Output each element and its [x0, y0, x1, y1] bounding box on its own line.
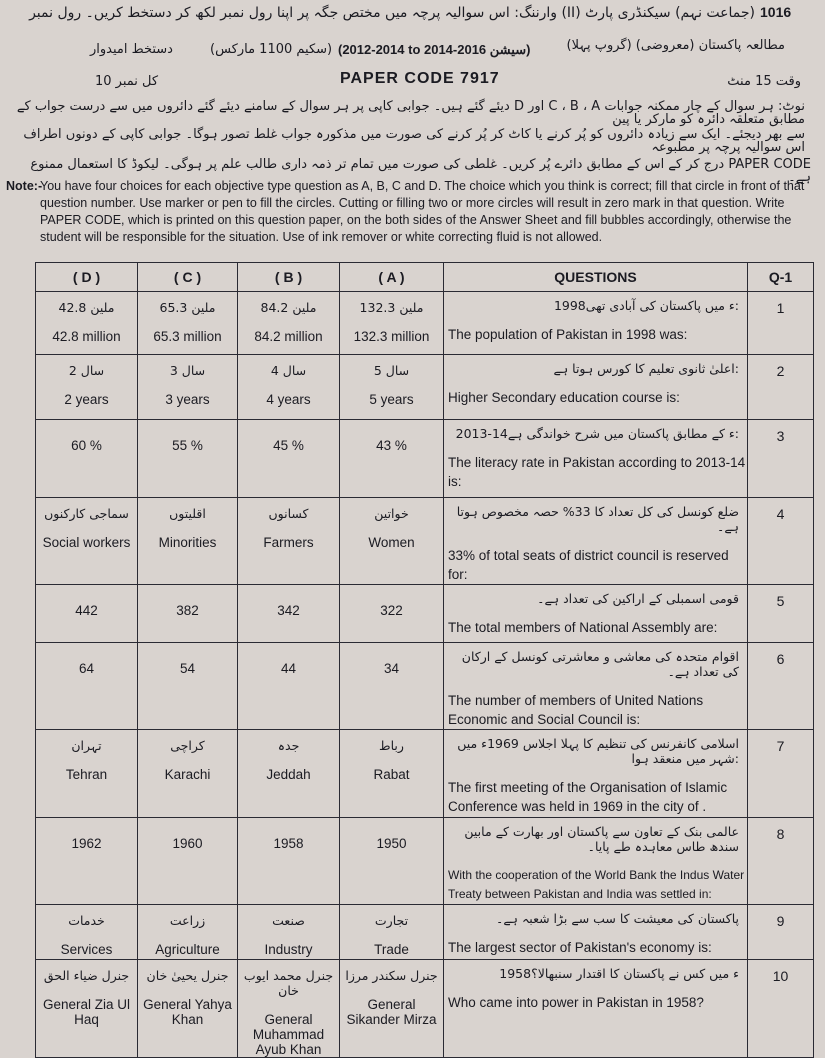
- option-b-english: General Muhammad Ayub Khan: [252, 1012, 325, 1057]
- option-d-english: 64: [78, 661, 95, 676]
- option-b-urdu: 84.2 ملین: [260, 300, 317, 315]
- option-a-cell: [340, 643, 444, 730]
- header-option-b: ( B ): [238, 263, 340, 292]
- english-note: [6, 178, 810, 246]
- option-d-english: 2 years: [64, 392, 109, 407]
- option-a-english: Rabat: [373, 767, 410, 782]
- table-header-row: [36, 263, 814, 292]
- option-a-english: Women: [368, 535, 415, 550]
- question-english: The population of Pakistan in 1998 was:: [448, 327, 688, 342]
- urdu-note-line-2: سے بھر دیجئے۔ ایک سے زیادہ دائروں کو پُر کرنے یا کاٹ کر پُر کرنے کی صورت میں مذکورہ جواب غلط تصور ہوگا۔ جوابی کاپی کے دونوں اطراف اس سوالیہ پرچہ پر مطبوعہ: [23, 127, 805, 155]
- option-d-urdu: سماجی کارکنوں: [44, 506, 129, 521]
- option-b-cell: [238, 292, 340, 355]
- option-c-urdu: کراچی: [170, 738, 205, 753]
- option-c-english: General Yahya Khan: [143, 997, 232, 1027]
- option-c-cell: [138, 420, 238, 498]
- question-text-cell: [444, 818, 748, 905]
- question-english: Higher Secondary education course is:: [448, 390, 680, 405]
- option-b-cell: [238, 818, 340, 905]
- option-a-urdu: خواتین: [374, 506, 409, 521]
- question-text-cell: [444, 643, 748, 730]
- option-a-english: 34: [383, 661, 400, 676]
- option-d-cell: [36, 292, 138, 355]
- warning-line: (جماعت نہم) سیکنڈری پارٹ (II) وارننگ: اس سوالیہ پرچہ میں مختص جگہ پر اپنا رول نمبر لکھ کر دستخط کریں۔ رول نمبر: [29, 5, 755, 21]
- note-text: You have four choices for each objective type question as A, B, C and D. The choice which you think is correct; fill that circle in front of that question number. Use marker or pen to fill the circles. Cutting or filling two or more circles will result in zero mark in that question. Write PAPER CODE, which is printed on this question paper, on the both sides of the Answer Sheet and fill bubbles accordingly, otherwise the student will be responsible for the situation. Use of ink remover or white correcting fluid is not allowed.: [40, 179, 805, 244]
- option-b-cell: [238, 730, 340, 818]
- option-c-english: 1960: [172, 836, 203, 851]
- option-a-cell: [340, 355, 444, 420]
- question-number: 5: [748, 585, 814, 643]
- question-english: The largest sector of Pakistan's economy is:: [448, 940, 712, 955]
- question-urdu: اعلیٰ ثانوی تعلیم کا کورس ہوتا ہے:: [553, 361, 739, 376]
- option-d-cell: [36, 960, 138, 1058]
- option-c-cell: [138, 498, 238, 585]
- question-text-cell: [444, 292, 748, 355]
- question-number: 2: [748, 355, 814, 420]
- option-a-cell: [340, 498, 444, 585]
- option-a-cell: [340, 960, 444, 1058]
- option-d-urdu: 2 سال: [68, 363, 105, 378]
- option-d-cell: [36, 585, 138, 643]
- option-a-urdu: 5 سال: [373, 363, 410, 378]
- question-english: The literacy rate in Pakistan according to 2013-14 is:: [448, 455, 746, 489]
- option-a-cell: [340, 905, 444, 960]
- option-c-urdu: 65.3 ملین: [159, 300, 216, 315]
- session-info: (2012-2014 to 2014-2016 سیشن): [338, 42, 531, 57]
- option-c-cell: [138, 818, 238, 905]
- option-c-english: 55 %: [172, 438, 203, 453]
- option-b-english: 45 %: [273, 438, 304, 453]
- question-english: With the cooperation of the World Bank the Indus Water Treaty between Pakistan and India was settled in:: [448, 868, 745, 901]
- total-marks: کل نمبر 10: [95, 74, 159, 89]
- option-b-english: 84.2 million: [254, 329, 323, 344]
- option-b-english: Farmers: [263, 535, 314, 550]
- option-d-english: Services: [60, 942, 113, 957]
- option-b-english: 342: [277, 603, 300, 618]
- option-b-urdu: صنعت: [272, 913, 305, 928]
- option-a-urdu: جنرل سکندر مرزا: [345, 968, 438, 983]
- table-row: [36, 960, 814, 1058]
- option-d-cell: [36, 355, 138, 420]
- option-d-english: 60 %: [71, 438, 102, 453]
- header-q1: Q-1: [748, 263, 814, 292]
- paper-code: PAPER CODE 7917: [340, 70, 500, 87]
- question-urdu: عالمی بنک کے تعاون سے پاکستان اور بھارت کے مابین سندھ طاس معاہدہ طے پایا۔: [464, 824, 739, 854]
- question-number: 1: [748, 292, 814, 355]
- question-urdu: 2013-14ء کے مطابق پاکستان میں شرح خواندگی ہے:: [455, 426, 739, 441]
- option-c-english: Karachi: [164, 767, 211, 782]
- question-urdu: ضلع کونسل کی کل تعداد کا 33% حصہ مخصوص ہوتا ہے۔: [456, 504, 739, 534]
- option-b-cell: [238, 905, 340, 960]
- option-d-english: Tehran: [65, 767, 108, 782]
- option-a-cell: [340, 420, 444, 498]
- table-row: [36, 905, 814, 960]
- option-b-english: 4 years: [266, 392, 311, 407]
- option-c-english: 3 years: [165, 392, 210, 407]
- option-c-urdu: جنرل یحییٰ خان: [146, 968, 229, 983]
- table-row: [36, 730, 814, 818]
- option-a-english: 43 %: [376, 438, 407, 453]
- option-b-urdu: کسانوں: [268, 506, 309, 521]
- option-c-cell: [138, 730, 238, 818]
- option-d-english: Social workers: [42, 535, 131, 550]
- urdu-note-line-1: نوٹ: ہر سوال کے چار ممکنہ جوابات C ، B ، A اور D دیئے گئے ہیں۔ جوابی کاپی پر ہر سوال کے سامنے دیئے گئے دائروں میں سے درست جواب کے مطابق متعلقہ دائرہ کو مارکر یا پین: [16, 99, 805, 127]
- question-english: 33% of total seats of district council is reserved for:: [448, 548, 729, 582]
- question-urdu: اقوام متحدہ کی معاشی و معاشرتی کونسل کے ارکان کی تعداد ہے۔: [461, 649, 739, 679]
- option-b-cell: [238, 355, 340, 420]
- option-b-urdu: جنرل محمد ایوب خان: [243, 968, 334, 998]
- question-urdu: 1958ء میں کس نے پاکستان کا اقتدار سنبھالا؟: [499, 966, 739, 981]
- table-row: [36, 498, 814, 585]
- option-d-cell: [36, 905, 138, 960]
- option-b-urdu: جدہ: [277, 738, 300, 753]
- option-d-english: General Zia Ul Haq: [42, 997, 131, 1027]
- question-text-cell: [444, 585, 748, 643]
- table-row: [36, 355, 814, 420]
- option-d-english: 42.8 million: [52, 329, 121, 344]
- option-d-cell: [36, 643, 138, 730]
- option-c-cell: [138, 355, 238, 420]
- question-number: 10: [748, 960, 814, 1058]
- time-allowed: وقت 15 منٹ: [727, 74, 801, 89]
- option-d-english: 442: [75, 603, 98, 618]
- question-english: The number of members of United Nations Economic and Social Council is:: [448, 693, 704, 727]
- option-d-urdu: تہران: [71, 738, 102, 753]
- question-number: 6: [748, 643, 814, 730]
- option-c-english: Agriculture: [155, 942, 220, 957]
- question-text-cell: [444, 420, 748, 498]
- question-number: 8: [748, 818, 814, 905]
- option-c-cell: [138, 905, 238, 960]
- question-text-cell: [444, 498, 748, 585]
- option-b-english: 1958: [273, 836, 304, 851]
- question-number: 3: [748, 420, 814, 498]
- option-a-cell: [340, 730, 444, 818]
- option-b-english: Jeddah: [266, 767, 311, 782]
- option-b-cell: [238, 585, 340, 643]
- question-urdu: قومی اسمبلی کے اراکین کی تعداد ہے۔: [537, 591, 739, 606]
- header-option-d: ( D ): [36, 263, 138, 292]
- option-c-english: 382: [176, 603, 199, 618]
- question-urdu: 1998ء میں پاکستان کی آبادی تھی:: [553, 298, 739, 313]
- option-a-english: 132.3 million: [353, 329, 430, 344]
- question-english: The first meeting of the Organisation of Islamic Conference was held in 1969 in the city of .: [448, 780, 728, 814]
- option-c-cell: [138, 292, 238, 355]
- option-c-urdu: 3 سال: [169, 363, 206, 378]
- option-a-english: 1950: [376, 836, 407, 851]
- option-d-english: 1962: [71, 836, 102, 851]
- option-b-cell: [238, 420, 340, 498]
- option-a-urdu: 132.3 ملین: [359, 300, 424, 315]
- header-option-a: ( A ): [340, 263, 444, 292]
- question-text-cell: [444, 960, 748, 1058]
- urdu-note-line-3: PAPER CODE درج کر کے اس کے مطابق دائرے پُر کریں۔ غلطی کی صورت میں تمام تر ذمہ داری طالب علم پر ہوگی۔ لیکوڈ کا استعمال ممنوع ہے۔: [30, 157, 811, 185]
- question-english: The total members of National Assembly are:: [448, 620, 718, 635]
- option-a-cell: [340, 292, 444, 355]
- table-row: [36, 643, 814, 730]
- question-text-cell: [444, 355, 748, 420]
- option-d-cell: [36, 420, 138, 498]
- question-number: 4: [748, 498, 814, 585]
- option-a-english: General Sikander Mirza: [346, 997, 437, 1027]
- option-c-urdu: زراعت: [169, 913, 206, 928]
- option-d-urdu: جنرل ضیاء الحق: [43, 968, 130, 983]
- table-row: [36, 585, 814, 643]
- option-b-cell: [238, 960, 340, 1058]
- header-option-c: ( C ): [138, 263, 238, 292]
- option-b-english: Industry: [264, 942, 313, 957]
- question-english: Who came into power in Pakistan in 1958?: [448, 995, 704, 1010]
- question-number: 9: [748, 905, 814, 960]
- option-b-cell: [238, 498, 340, 585]
- option-c-english: Minorities: [158, 535, 217, 550]
- question-text-cell: [444, 730, 748, 818]
- option-d-cell: [36, 730, 138, 818]
- option-d-cell: [36, 818, 138, 905]
- option-d-urdu: خدمات: [68, 913, 105, 928]
- option-b-cell: [238, 643, 340, 730]
- question-text-cell: [444, 905, 748, 960]
- option-a-cell: [340, 585, 444, 643]
- table-row: [36, 292, 814, 355]
- option-d-cell: [36, 498, 138, 585]
- option-c-cell: [138, 643, 238, 730]
- option-a-english: 322: [380, 603, 403, 618]
- option-c-english: 65.3 million: [153, 329, 222, 344]
- option-a-english: 5 years: [369, 392, 414, 407]
- option-c-english: 54: [179, 661, 196, 676]
- note-label: Note:-: [6, 179, 43, 193]
- paper-number: 1016: [760, 4, 792, 20]
- header-questions: QUESTIONS: [444, 263, 748, 292]
- question-urdu: پاکستان کی معیشت کا سب سے بڑا شعبہ ہے۔: [496, 911, 739, 926]
- table-row: [36, 420, 814, 498]
- question-number: 7: [748, 730, 814, 818]
- subject-title: مطالعہ پاکستان (معروضی) (گروپ پہلا): [566, 38, 785, 53]
- table-row: [36, 818, 814, 905]
- option-a-english: Trade: [374, 942, 409, 957]
- candidate-signature: دستخط امیدوار: [90, 42, 173, 57]
- option-d-urdu: 42.8 ملین: [58, 300, 115, 315]
- option-c-cell: [138, 960, 238, 1058]
- questions-table: [35, 262, 814, 1058]
- option-a-urdu: تجارت: [374, 913, 409, 928]
- option-c-cell: [138, 585, 238, 643]
- scheme-info: (سکیم 1100 مارکس): [210, 42, 333, 57]
- option-b-urdu: 4 سال: [270, 363, 307, 378]
- option-c-urdu: اقلیتوں: [169, 506, 206, 521]
- option-a-urdu: رباط: [379, 738, 404, 753]
- question-urdu: اسلامی کانفرنس کی تنظیم کا پہلا اجلاس 1969ء میں شہر میں منعقد ہوا:: [457, 736, 739, 766]
- option-b-english: 44: [280, 661, 297, 676]
- option-a-cell: [340, 818, 444, 905]
